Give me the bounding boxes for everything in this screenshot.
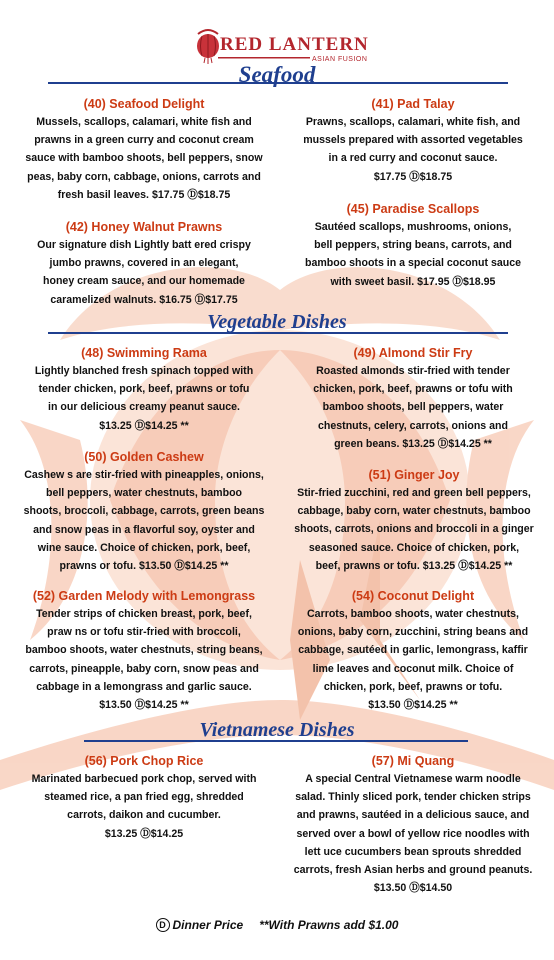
item-name: (48) Swimming Rama [81,346,207,360]
item-desc: chicken, pork, beef, prawns or tofu. [323,680,503,693]
item-desc: jumbo prawns, covered in an elegant, [49,257,239,270]
item-desc: bamboo shoots in a special coconut sauce [304,257,522,270]
item-desc: in a red curry and coconut sauce. [328,152,498,165]
item-price: $17.75 Ⓓ$18.75 [373,170,453,183]
item-name: (49) Almond Stir Fry [353,346,473,360]
section-title-vietnamese: Vietnamese Dishes [199,719,355,741]
item-desc: carrots, daikon and cucumber. [67,809,221,822]
footer-legend [0,918,554,932]
item-desc: shoots, carrots, onions and broccoli in a ginger [294,523,534,536]
item-desc: onions, baby corn, zucchini, string beans and [297,626,529,639]
item-desc: praw ns or tofu stir-fried with broccoli, [47,626,241,639]
item-desc: peas, baby corn, cabbage, onions, carrots and [27,170,261,183]
item-name: (51) Ginger Joy [368,468,460,482]
item-desc: tender chicken, pork, beef, prawns or tofu [38,383,250,396]
menu-item-48 [12,344,276,435]
item-desc: and snow peas in a flavorful soy, oyster and [33,523,255,536]
menu-item-51 [276,466,552,575]
item-name: (54) Coconut Delight [351,589,475,603]
item-name: (57) Mi Quang [371,754,455,768]
item-desc: cabbage, baby corn, water chestnuts, bamboo [297,505,531,518]
item-price: $13.50 Ⓓ$14.25 ** [368,699,458,712]
item-price: green beans. $13.25 Ⓓ$14.25 ** [334,437,492,450]
item-desc: Lightly blanched fresh spinach topped with [34,365,254,377]
item-name: (42) Honey Walnut Prawns [65,220,223,234]
item-desc: lett uce cucumbers bean sprouts shredded [304,845,522,858]
item-desc: carrots, pineapple, baby corn, snow peas and [29,662,259,675]
item-desc: carrots, fresh Asian herbs and ground peanuts. [293,864,533,877]
item-desc: lime leaves and coconut milk. Choice of [312,662,514,675]
menu-item-52 [6,587,282,714]
section-title-vegetable: Vegetable Dishes [207,311,347,333]
item-price: $13.50 Ⓓ$14.50 [373,882,453,895]
item-desc: Sautéed scallops, mushrooms, onions, [314,221,512,233]
section-title-seafood: Seafood [238,62,316,87]
brand-tagline: ASIAN FUSION [312,56,368,63]
item-desc: Marinated barbecued pork chop, served with [31,773,257,785]
item-desc: chestnuts, celery, carrots, onions and [318,419,508,432]
item-price: prawns or tofu. $13.50 Ⓓ$14.25 ** [59,560,229,573]
item-desc: cabbage, sautéed in garlic, lemongrass, kaffir [298,644,528,657]
item-desc: cabbage in a lemongrass and garlic sauce. [36,680,252,693]
prawns-note: **With Prawns add $1.00 [259,918,399,932]
item-price: $13.25 Ⓓ$14.25 ** [99,419,189,432]
item-desc: honey cream sauce, and our homemade [43,275,245,288]
item-desc: Cashew s are stir-fried with pineapples, onions, [24,469,264,481]
menu-item-42 [12,218,276,309]
item-desc: bell peppers, string beans, carrots, and [314,239,512,252]
menu-item-56 [12,752,276,843]
dinner-price-label: Dinner Price [172,918,244,932]
item-name: (40) Seafood Delight [83,97,205,111]
item-desc: Mussels, scallops, calamari, white fish and [36,116,252,128]
item-desc: steamed rice, a pan fried egg, shredded [44,791,244,804]
item-desc: sauce with bamboo shoots, bell peppers, snow [25,152,263,165]
brand-name: RED LANTERN [220,34,369,55]
menu-item-50 [4,448,284,575]
item-desc: in our delicious creamy peanut sauce. [48,401,240,414]
item-desc: Our signature dish Lightly batt ered crispy [37,239,251,251]
menu-item-57 [280,752,546,897]
item-desc: bamboo shoots, bell peppers, water [322,401,504,414]
menu-item-49 [282,344,544,453]
item-desc: bell peppers, water chestnuts, bamboo [45,487,243,500]
brand-logo [190,20,370,68]
item-desc: served over a bowl of yellow rice noodles with [296,827,530,840]
item-desc: Carrots, bamboo shoots, water chestnuts, [307,608,519,620]
item-price: caramelized walnuts. $16.75 Ⓓ$17.75 [50,293,238,306]
item-name: (50) Golden Cashew [84,450,204,464]
item-name: (45) Paradise Scallops [346,202,480,216]
menu-item-41 [282,95,544,186]
item-price: fresh basil leaves. $17.75 Ⓓ$18.75 [57,188,231,201]
dinner-price-symbol: D [156,918,170,932]
item-price: $13.50 Ⓓ$14.25 ** [99,699,189,712]
item-name: (52) Garden Melody with Lemongrass [32,589,256,603]
menu-item-40 [12,95,276,204]
item-desc: bamboo shoots, water chestnuts, string beans, [25,644,263,657]
item-desc: prawns in a green curry and coconut cream [34,134,254,147]
item-desc: mussels prepared with assorted vegetables [303,134,523,147]
item-name: (56) Pork Chop Rice [84,754,204,768]
item-name: (41) Pad Talay [371,97,455,111]
item-desc: and prawns, sautéed in a delicious sauce, and [296,809,530,822]
item-desc: A special Central Vietnamese warm noodle [305,773,521,785]
item-desc: shoots, broccoli, cabbage, carrots, green beans [23,505,265,518]
item-desc: seasoned sauce. Choice of chicken, pork, [308,541,520,554]
item-desc: wine sauce. Choice of chicken, pork, beef, [37,541,251,554]
menu-item-54 [282,587,544,714]
item-price: beef, prawns or tofu. $13.25 Ⓓ$14.25 ** [315,559,513,572]
item-desc: Roasted almonds stir-fried with tender [316,365,510,377]
item-desc: Tender strips of chicken breast, pork, beef, [36,608,252,620]
item-desc: chicken, pork, beef, prawns or tofu with [313,383,513,396]
item-desc: Prawns, scallops, calamari, white fish, and [305,116,521,128]
item-price: with sweet basil. $17.95 Ⓓ$18.95 [330,275,496,288]
item-desc: salad. Thinly sliced pork, tender chicken strips [295,791,531,804]
item-desc: Stir-fried zucchini, red and green bell peppers, [297,487,531,499]
item-price: $13.25 Ⓓ$14.25 [104,827,184,840]
menu-item-45 [282,200,544,291]
